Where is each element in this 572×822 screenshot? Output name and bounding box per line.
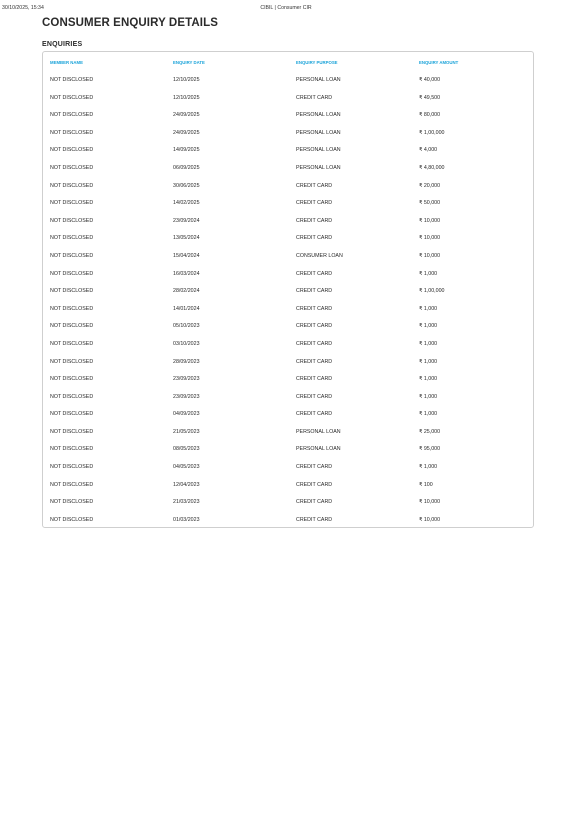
cell-enquiry-date: 12/04/2023 bbox=[173, 481, 200, 488]
table-row bbox=[50, 130, 533, 148]
cell-enquiry-amount: ₹ 40,000 bbox=[419, 77, 441, 83]
cell-enquiry-amount: ₹ 1,000 bbox=[419, 376, 438, 383]
cell-enquiry-amount: ₹ 100 bbox=[419, 481, 433, 488]
cell-member-name: NOT DISCLOSED bbox=[50, 270, 94, 277]
cell-enquiry-purpose: PERSONAL LOAN bbox=[296, 428, 341, 435]
cell-enquiry-amount: ₹ 4,000 bbox=[419, 147, 438, 154]
cell-enquiry-purpose: PERSONAL LOAN bbox=[296, 164, 341, 171]
table-row bbox=[50, 323, 533, 341]
cell-enquiry-amount: ₹ 1,000 bbox=[419, 340, 438, 347]
cell-enquiry-date: 05/10/2023 bbox=[173, 323, 200, 330]
cell-enquiry-amount: ₹ 1,000 bbox=[419, 411, 438, 418]
cell-member-name: NOT DISCLOSED bbox=[50, 358, 94, 365]
cell-enquiry-purpose: PERSONAL LOAN bbox=[296, 129, 341, 136]
cell-enquiry-purpose: CREDIT CARD bbox=[296, 217, 333, 224]
cell-enquiry-date: 28/09/2023 bbox=[173, 358, 200, 365]
table-row bbox=[50, 464, 533, 482]
cell-enquiry-amount: ₹ 25,000 bbox=[419, 428, 441, 435]
cell-enquiry-amount: ₹ 95,000 bbox=[419, 446, 441, 453]
cell-member-name: NOT DISCLOSED bbox=[50, 305, 94, 312]
cell-enquiry-date: 23/09/2023 bbox=[173, 376, 200, 383]
cell-enquiry-date: 06/09/2025 bbox=[173, 164, 200, 171]
cell-enquiry-purpose: CREDIT CARD bbox=[296, 411, 333, 418]
header-enquiry-amount: ENQUIRY AMOUNT bbox=[419, 60, 459, 65]
table-row bbox=[50, 394, 533, 412]
header-enquiry-date: ENQUIRY DATE bbox=[173, 60, 205, 65]
cell-member-name: NOT DISCLOSED bbox=[50, 464, 94, 471]
section-title: ENQUIRIES bbox=[42, 41, 83, 48]
cell-enquiry-amount: ₹ 1,000 bbox=[419, 305, 438, 312]
cell-member-name: NOT DISCLOSED bbox=[50, 516, 94, 523]
enquiries-table bbox=[42, 51, 534, 528]
table-row bbox=[50, 77, 533, 95]
cell-enquiry-date: 24/09/2025 bbox=[173, 112, 200, 119]
cell-enquiry-purpose: CREDIT CARD bbox=[296, 94, 333, 101]
table-row bbox=[50, 165, 533, 183]
cell-enquiry-amount: ₹ 1,00,000 bbox=[419, 129, 445, 136]
table-row bbox=[50, 482, 533, 500]
page-title: CONSUMER ENQUIRY DETAILS bbox=[42, 17, 218, 29]
cell-member-name: NOT DISCLOSED bbox=[50, 288, 94, 295]
cell-member-name: NOT DISCLOSED bbox=[50, 499, 94, 506]
print-date: 30/10/2025, 15:34 bbox=[2, 5, 44, 11]
table-row bbox=[50, 253, 533, 271]
cell-enquiry-purpose: CREDIT CARD bbox=[296, 393, 333, 400]
cell-enquiry-date: 08/05/2023 bbox=[173, 446, 200, 453]
cell-member-name: NOT DISCLOSED bbox=[50, 252, 94, 259]
table-body bbox=[50, 77, 533, 534]
table-row bbox=[50, 218, 533, 236]
table-row bbox=[50, 288, 533, 306]
print-header bbox=[2, 5, 570, 15]
cell-member-name: NOT DISCLOSED bbox=[50, 323, 94, 330]
cell-enquiry-amount: ₹ 1,00,000 bbox=[419, 288, 445, 295]
cell-member-name: NOT DISCLOSED bbox=[50, 446, 94, 453]
cell-enquiry-date: 15/04/2024 bbox=[173, 252, 200, 259]
table-row bbox=[50, 517, 533, 535]
cell-enquiry-date: 04/05/2023 bbox=[173, 464, 200, 471]
cell-enquiry-amount: ₹ 1,000 bbox=[419, 464, 438, 471]
table-row bbox=[50, 183, 533, 201]
cell-enquiry-purpose: CREDIT CARD bbox=[296, 376, 333, 383]
cell-member-name: NOT DISCLOSED bbox=[50, 94, 94, 101]
table-row bbox=[50, 359, 533, 377]
cell-enquiry-purpose: CREDIT CARD bbox=[296, 464, 333, 471]
cell-member-name: NOT DISCLOSED bbox=[50, 217, 94, 224]
cell-enquiry-purpose: CREDIT CARD bbox=[296, 182, 333, 189]
cell-enquiry-amount: ₹ 80,000 bbox=[419, 112, 441, 119]
cell-enquiry-date: 03/10/2023 bbox=[173, 340, 200, 347]
cell-enquiry-purpose: CREDIT CARD bbox=[296, 305, 333, 312]
cell-enquiry-amount: ₹ 10,000 bbox=[419, 499, 441, 506]
table-row bbox=[50, 429, 533, 447]
cell-enquiry-date: 23/09/2023 bbox=[173, 393, 200, 400]
cell-enquiry-date: 12/10/2025 bbox=[173, 94, 200, 101]
cell-enquiry-date: 28/02/2024 bbox=[173, 288, 200, 295]
cell-enquiry-purpose: CREDIT CARD bbox=[296, 235, 333, 242]
cell-enquiry-purpose: CREDIT CARD bbox=[296, 340, 333, 347]
cell-enquiry-date: 14/01/2024 bbox=[173, 305, 200, 312]
cell-enquiry-date: 14/09/2025 bbox=[173, 147, 200, 154]
cell-enquiry-date: 21/05/2023 bbox=[173, 428, 200, 435]
cell-enquiry-purpose: PERSONAL LOAN bbox=[296, 446, 341, 453]
cell-enquiry-date: 23/09/2024 bbox=[173, 217, 200, 224]
cell-enquiry-purpose: CREDIT CARD bbox=[296, 270, 333, 277]
cell-enquiry-date: 01/03/2023 bbox=[173, 516, 200, 523]
cell-enquiry-amount: ₹ 1,000 bbox=[419, 393, 438, 400]
table-row bbox=[50, 147, 533, 165]
cell-member-name: NOT DISCLOSED bbox=[50, 340, 94, 347]
table-row bbox=[50, 446, 533, 464]
cell-enquiry-amount: ₹ 4,80,000 bbox=[419, 164, 445, 171]
cell-enquiry-purpose: CREDIT CARD bbox=[296, 288, 333, 295]
cell-member-name: NOT DISCLOSED bbox=[50, 147, 94, 154]
table-row bbox=[50, 112, 533, 130]
table-header bbox=[50, 60, 533, 68]
cell-enquiry-purpose: CREDIT CARD bbox=[296, 200, 333, 207]
table-row bbox=[50, 411, 533, 429]
cell-enquiry-date: 04/09/2023 bbox=[173, 411, 200, 418]
table-row bbox=[50, 376, 533, 394]
cell-enquiry-purpose: CREDIT CARD bbox=[296, 516, 333, 523]
cell-member-name: NOT DISCLOSED bbox=[50, 77, 94, 83]
cell-enquiry-purpose: CONSUMER LOAN bbox=[296, 252, 343, 259]
cell-enquiry-date: 12/10/2025 bbox=[173, 77, 200, 83]
cell-enquiry-amount: ₹ 10,000 bbox=[419, 235, 441, 242]
cell-member-name: NOT DISCLOSED bbox=[50, 200, 94, 207]
cell-member-name: NOT DISCLOSED bbox=[50, 235, 94, 242]
cell-enquiry-purpose: PERSONAL LOAN bbox=[296, 77, 341, 83]
table-row bbox=[50, 95, 533, 113]
cell-enquiry-amount: ₹ 10,000 bbox=[419, 252, 441, 259]
cell-enquiry-purpose: PERSONAL LOAN bbox=[296, 112, 341, 119]
table-row bbox=[50, 499, 533, 517]
cell-member-name: NOT DISCLOSED bbox=[50, 428, 94, 435]
print-title: CIBIL | Consumer CIR bbox=[260, 5, 312, 11]
cell-enquiry-date: 30/06/2025 bbox=[173, 182, 200, 189]
table-row bbox=[50, 341, 533, 359]
cell-enquiry-amount: ₹ 10,000 bbox=[419, 217, 441, 224]
cell-member-name: NOT DISCLOSED bbox=[50, 481, 94, 488]
table-row bbox=[50, 235, 533, 253]
cell-enquiry-purpose: CREDIT CARD bbox=[296, 499, 333, 506]
cell-member-name: NOT DISCLOSED bbox=[50, 393, 94, 400]
cell-enquiry-amount: ₹ 1,000 bbox=[419, 270, 438, 277]
table-row bbox=[50, 200, 533, 218]
cell-enquiry-purpose: CREDIT CARD bbox=[296, 481, 333, 488]
cell-member-name: NOT DISCLOSED bbox=[50, 411, 94, 418]
cell-member-name: NOT DISCLOSED bbox=[50, 164, 94, 171]
header-enquiry-purpose: ENQUIRY PURPOSE bbox=[296, 60, 338, 65]
cell-enquiry-amount: ₹ 49,500 bbox=[419, 94, 441, 101]
cell-enquiry-date: 16/03/2024 bbox=[173, 270, 200, 277]
cell-enquiry-date: 13/05/2024 bbox=[173, 235, 200, 242]
cell-enquiry-purpose: PERSONAL LOAN bbox=[296, 147, 341, 154]
cell-enquiry-purpose: CREDIT CARD bbox=[296, 358, 333, 365]
cell-enquiry-purpose: CREDIT CARD bbox=[296, 323, 333, 330]
cell-member-name: NOT DISCLOSED bbox=[50, 112, 94, 119]
cell-enquiry-amount: ₹ 20,000 bbox=[419, 182, 441, 189]
header-member-name: MEMBER NAME bbox=[50, 60, 83, 65]
cell-enquiry-date: 24/09/2025 bbox=[173, 129, 200, 136]
table-row bbox=[50, 271, 533, 289]
cell-enquiry-date: 14/02/2025 bbox=[173, 200, 200, 207]
cell-enquiry-amount: ₹ 50,000 bbox=[419, 200, 441, 207]
cell-enquiry-amount: ₹ 10,000 bbox=[419, 516, 441, 523]
cell-member-name: NOT DISCLOSED bbox=[50, 182, 94, 189]
cell-enquiry-amount: ₹ 1,000 bbox=[419, 358, 438, 365]
cell-enquiry-date: 21/03/2023 bbox=[173, 499, 200, 506]
cell-member-name: NOT DISCLOSED bbox=[50, 376, 94, 383]
table-row bbox=[50, 306, 533, 324]
cell-member-name: NOT DISCLOSED bbox=[50, 129, 94, 136]
cell-enquiry-amount: ₹ 1,000 bbox=[419, 323, 438, 330]
